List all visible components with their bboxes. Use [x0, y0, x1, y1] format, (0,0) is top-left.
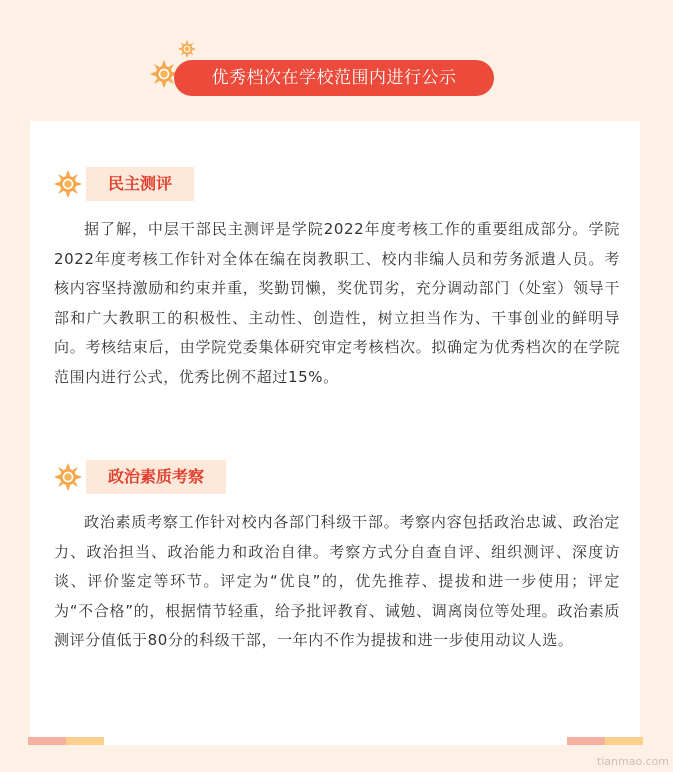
sun-icon — [54, 463, 82, 491]
section-heading-democratic-evaluation — [54, 167, 254, 201]
section-heading-label: 民主测评 — [86, 167, 194, 201]
decor-bar-left-yellow — [66, 737, 104, 745]
banner-title: 优秀档次在学校范围内进行公示 — [174, 60, 494, 96]
sun-icon — [54, 170, 82, 198]
watermark: tianmao.com — [596, 755, 669, 768]
banner — [150, 40, 495, 100]
decor-bar-right-yellow — [605, 737, 643, 745]
section-body-political-quality: 政治素质考察工作针对校内各部门科级干部。考察内容包括政治忠诚、政治定力、政治担当、政治能力和政治自律。考察方式分自查自评、组织测评、深度访谈、评价鉴定等环节。评定为“优良”的，优先推荐、提拔和进一步使用；评定为“不合格”的，根据情节轻重，给予批评教育、诫勉、调离岗位等处理。政治素质测评分值低于80分的科级干部，一年内不作为提拔和进一步使用动议人选。 — [54, 513, 620, 649]
section-heading-political-quality — [54, 460, 294, 494]
decor-bar-left-salmon — [28, 737, 66, 745]
decor-bar-right-salmon — [567, 737, 605, 745]
sun-icon — [178, 40, 196, 58]
section-heading-label: 政治素质考察 — [86, 460, 226, 494]
content-card — [30, 121, 640, 745]
section-body-democratic-evaluation: 据了解，中层干部民主测评是学院2022年度考核工作的重要组成部分。学院2022年度考核工作针对全体在编在岗教职工、校内非编人员和劳务派遣人员。考核内容坚持激励和约束并重，奖勤罚懒，奖优罚劣，充分调动部门（处室）领导干部和广大教职工的积极性、主动性、创造性，树立担当作为、干事创业的鲜明导向。考核结束后，由学院党委集体研究审定考核档次。拟确定为优秀档次的在学院范围内进行公式，优秀比例不超过15%。 — [54, 220, 620, 386]
